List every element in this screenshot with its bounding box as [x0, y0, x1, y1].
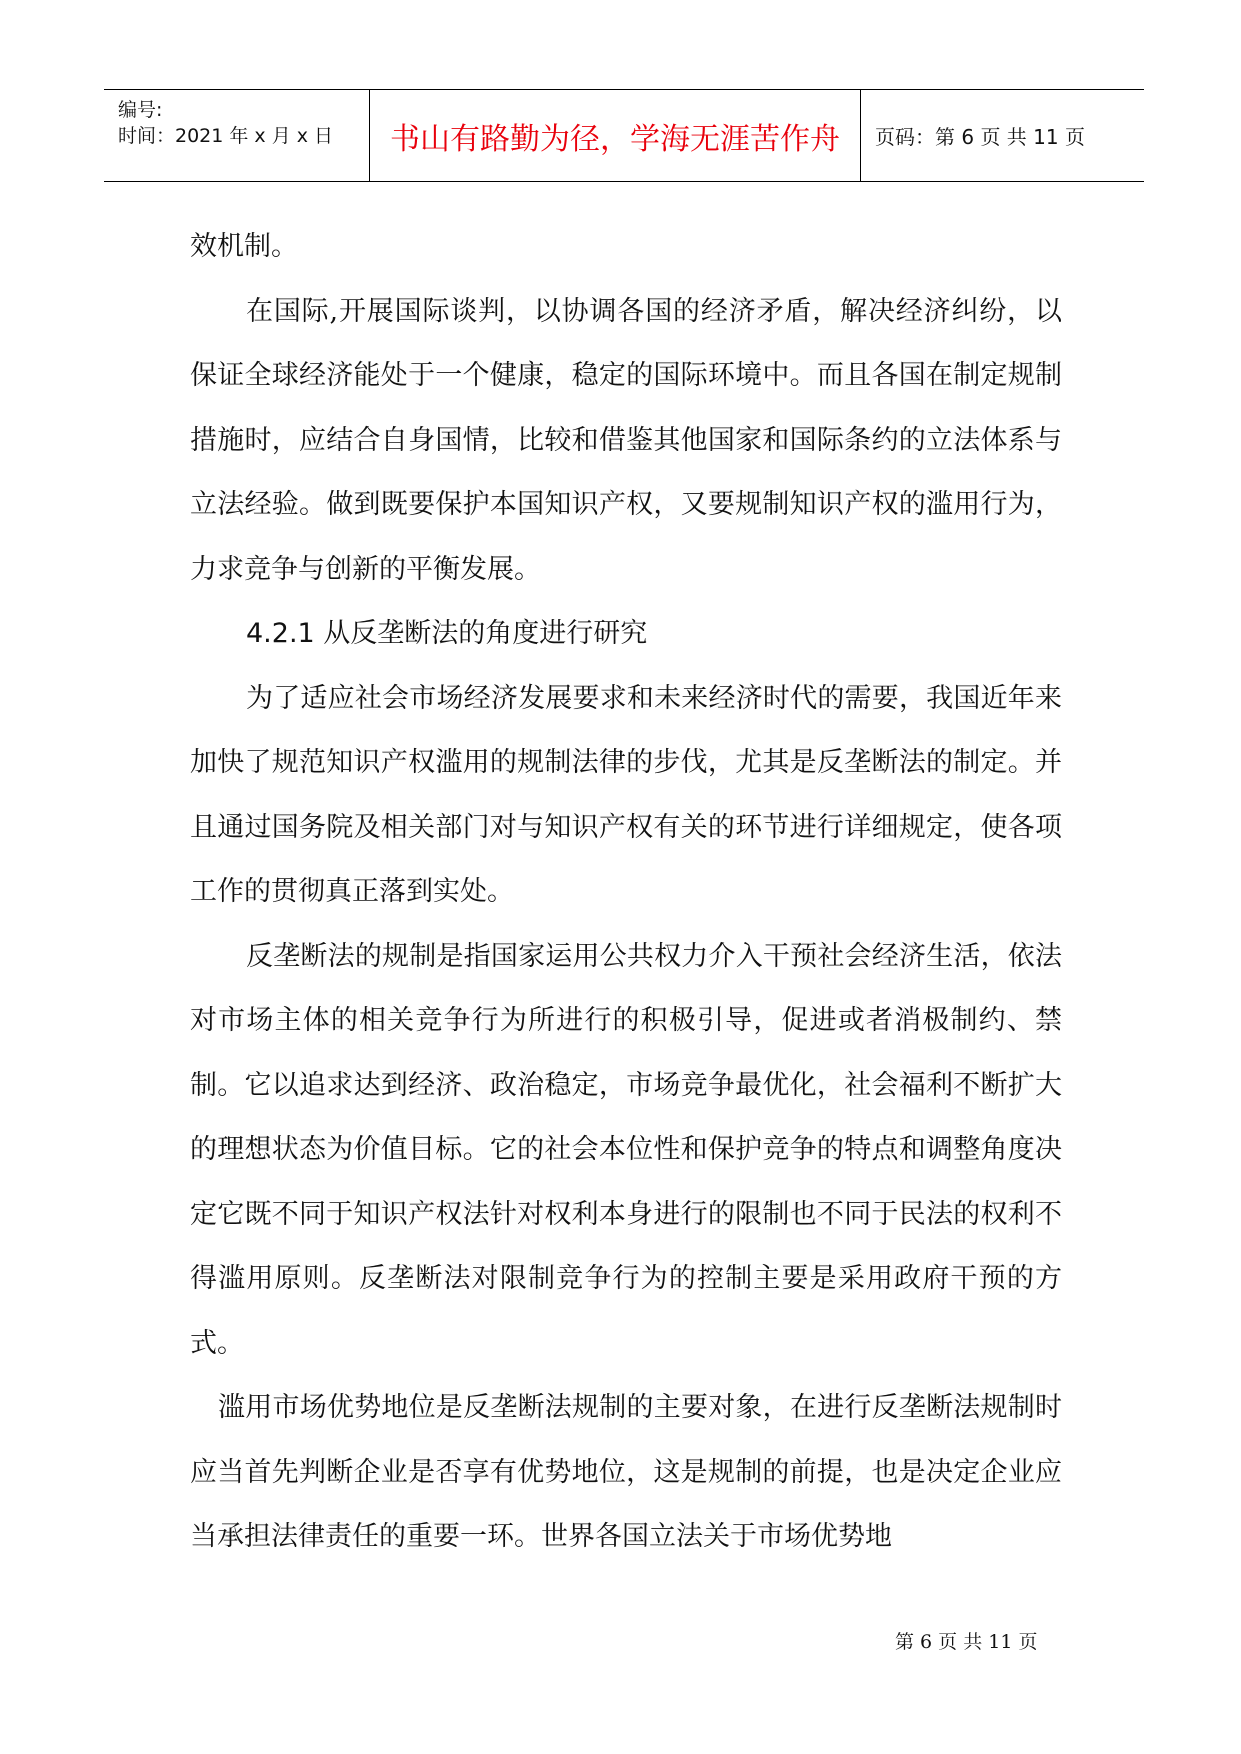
page-footer: 第 6 页 共 11 页 [895, 1631, 1038, 1653]
paragraph: 反垄断法的规制是指国家运用公共权力介入干预社会经济生活，依法对市场主体的相关竞争行为所进行的积极引导，促进或者消极制约、禁制。它以追求达到经济、政治稳定，市场竞争最优化，社会福利不断扩大的理想状态为价值目标。它的社会本位性和保护竞争的特点和调整角度决定它既不同于知识产权法针对权利本身进行的限制也不同于民法的权利不得滥用原则。反垄断法对限制竞争行为的控制主要是采用政府干预的方式。 [190, 940, 1062, 1359]
paragraph: 滥用市场优势地位是反垄断法规制的主要对象，在进行反垄断法规制时应当首先判断企业是否享有优势地位，这是规制的前提，也是决定企业应当承担法律责任的重要一环。世界各国立法关于市场优势地 [190, 1392, 1062, 1552]
document-body [190, 215, 1062, 1570]
paragraph-continuation: 效机制。 [190, 231, 298, 262]
header-page-cell [861, 90, 1144, 181]
paragraph: 为了适应社会市场经济发展要求和未来经济时代的需要，我国近年来加快了规范知识产权滥用的规制法律的步伐，尤其是反垄断法的制定。并且通过国务院及相关部门对与知识产权有关的环节进行详细规定，使各项工作的贯彻真正落到实处。 [190, 682, 1062, 907]
document-date-label: 时间：2021 年 x 月 x 日 [118, 125, 334, 147]
header-motto-cell [370, 90, 861, 181]
header-meta-cell [104, 90, 370, 181]
header-page-code: 页码：第 6 页 共 11 页 [875, 125, 1085, 149]
header-motto: 书山有路勤为径，学海无涯苦作舟 [390, 121, 840, 157]
section-heading: 4.2.1 从反垄断法的角度进行研究 [246, 618, 648, 649]
document-number-label: 编号: [118, 99, 163, 121]
document-header [104, 89, 1144, 182]
paragraph: 在国际,开展国际谈判，以协调各国的经济矛盾，解决经济纠纷，以保证全球经济能处于一个健康，稳定的国际环境中。而且各国在制定规制措施时，应结合自身国情，比较和借鉴其他国家和国际条约的立法体系与立法经验。做到既要保护本国知识产权，又要规制知识产权的滥用行为，力求竞争与创新的平衡发展。 [190, 295, 1062, 585]
